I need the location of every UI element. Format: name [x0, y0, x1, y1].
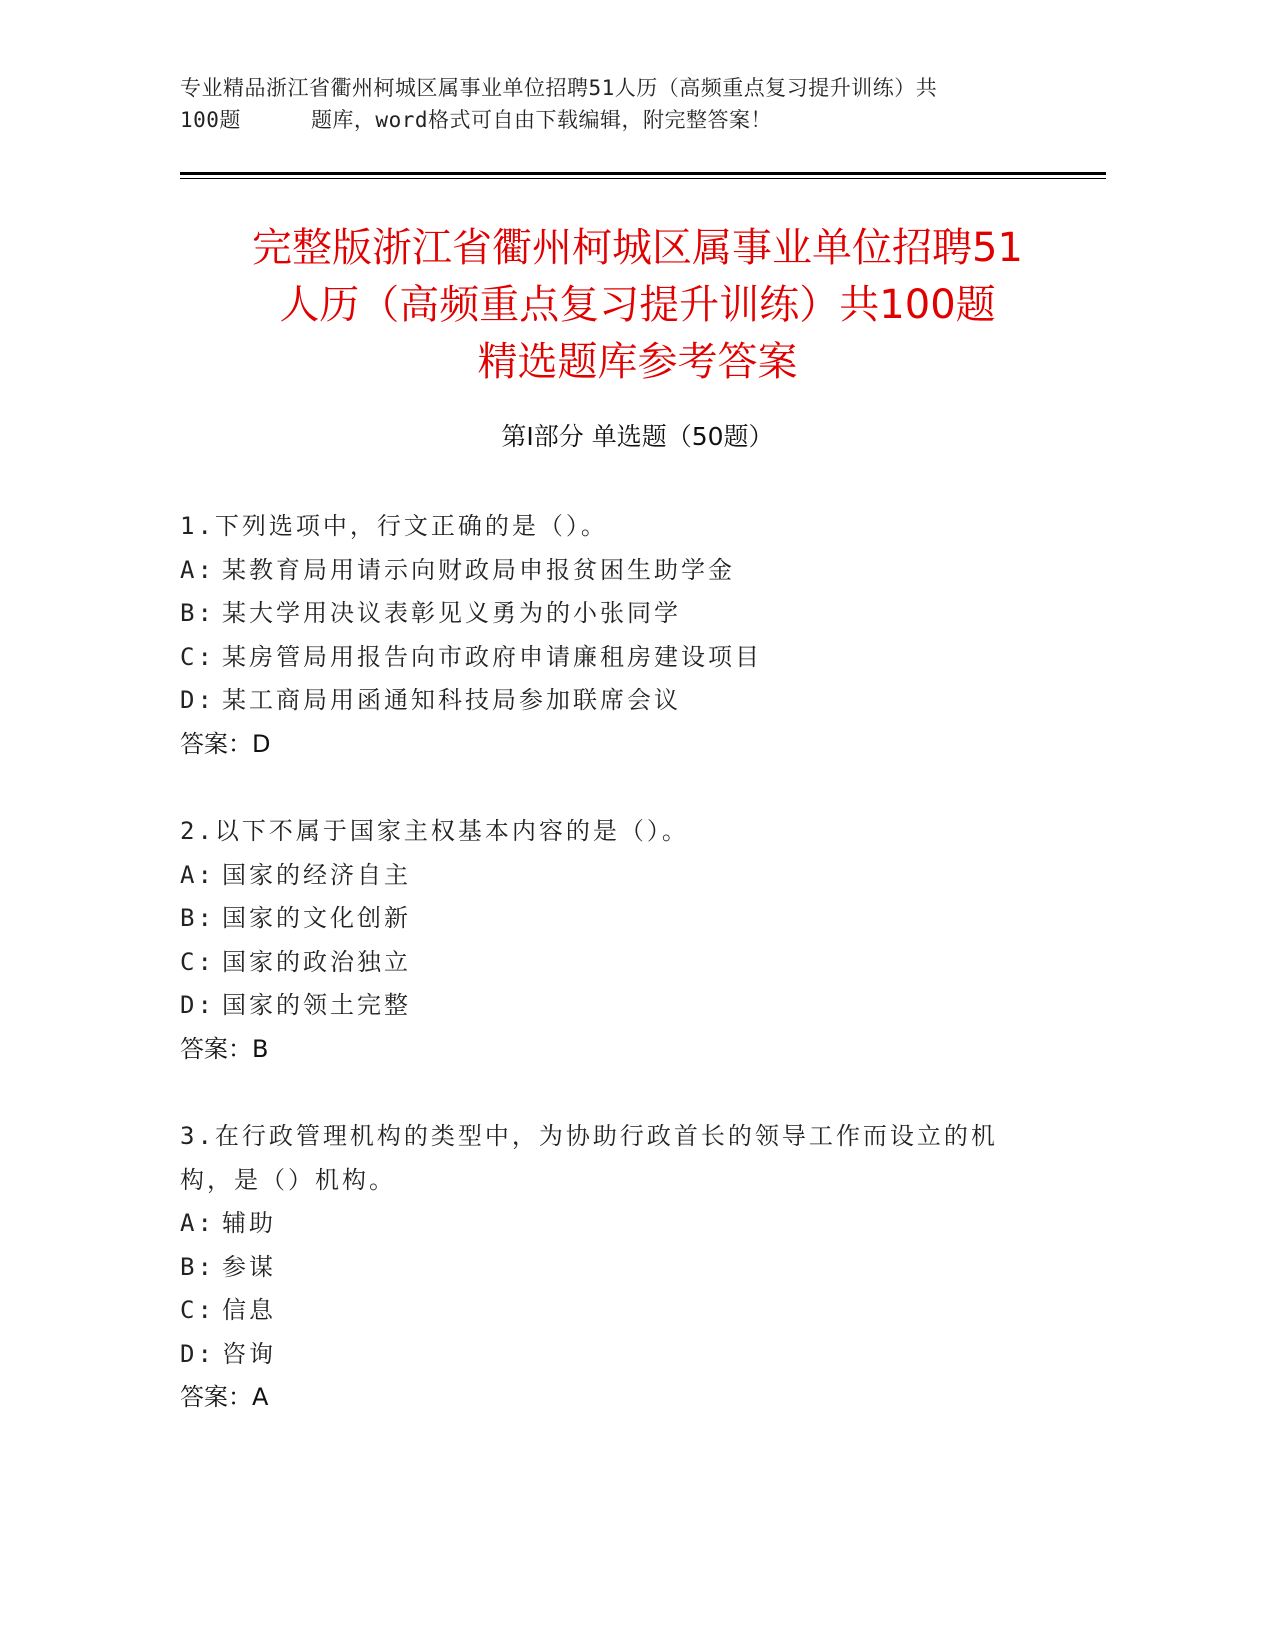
option-letter: A: [180, 1209, 215, 1237]
document-title-line1: 完整版浙江省衢州柯城区属事业单位招聘51 [252, 225, 1023, 271]
option-b [180, 592, 1060, 636]
question-answer: 答案：D [180, 729, 271, 758]
question-3 [180, 1115, 1060, 1420]
option-b [180, 1246, 1060, 1290]
question-stem-line2: 构，是（）机构。 [180, 1165, 396, 1194]
header-note-line2 [180, 104, 1060, 136]
option-letter: D: [180, 686, 215, 714]
option-text: 咨询 [222, 1339, 276, 1368]
option-c [180, 636, 1060, 680]
option-letter: C: [180, 1296, 215, 1324]
option-text: 国家的领土完整 [222, 991, 411, 1019]
option-letter: B: [180, 904, 215, 932]
header-rule-thick [180, 172, 1106, 175]
option-c [180, 941, 1060, 985]
header-rule-thin [180, 178, 1106, 179]
option-text: 某大学用决议表彰见义勇为的小张同学 [222, 599, 681, 627]
header-note-line1: 专业精品浙江省衢州柯城区属事业单位招聘51人历（高频重点复习提升训练）共 [180, 76, 938, 100]
header-note-desc: 题库，word格式可自由下载编辑，附完整答案！ [310, 108, 773, 132]
question-answer: 答案：A [180, 1383, 269, 1411]
header-note [180, 72, 1060, 136]
question-2 [180, 810, 1060, 1071]
option-text: 国家的政治独立 [222, 947, 411, 976]
option-text: 参谋 [222, 1252, 276, 1281]
option-text: 辅助 [222, 1209, 276, 1237]
option-text: 某教育局用请示向财政局申报贫困生助学金 [222, 555, 735, 584]
header-note-count: 100题 [180, 108, 241, 132]
option-a [180, 854, 1060, 898]
question-stem-line1: 3.在行政管理机构的类型中，为协助行政首长的领导工作而设立的机 [180, 1122, 998, 1150]
option-a [180, 549, 1060, 593]
document-title-line2: 人历（高频重点复习提升训练）共100题 [279, 282, 996, 328]
question-stem: 2.以下不属于国家主权基本内容的是（）。 [180, 817, 689, 845]
option-letter: A: [180, 555, 215, 584]
option-letter: B: [180, 599, 215, 627]
option-b [180, 897, 1060, 941]
option-text: 国家的经济自主 [222, 860, 411, 889]
option-letter: B: [180, 1252, 215, 1281]
document-title-line3: 精选题库参考答案 [477, 339, 798, 385]
question-stem: 1.下列选项中，行文正确的是（）。 [180, 512, 608, 540]
section-title: 第Ⅰ部分 单选题（50题） [501, 422, 774, 451]
option-letter: D: [180, 1339, 215, 1368]
option-letter: C: [180, 947, 215, 976]
option-text: 某工商局用函通知科技局参加联席会议 [222, 686, 681, 714]
question-1 [180, 505, 1060, 766]
question-list [180, 505, 1060, 1464]
option-text: 信息 [222, 1296, 276, 1324]
document-title [150, 220, 1125, 391]
option-letter: A: [180, 860, 215, 889]
option-c [180, 1289, 1060, 1333]
option-d [180, 679, 1060, 723]
option-d [180, 984, 1060, 1028]
question-answer: 答案：B [180, 1034, 269, 1063]
option-a [180, 1202, 1060, 1246]
option-text: 某房管局用报告向市政府申请廉租房建设项目 [222, 642, 762, 671]
option-letter: D: [180, 991, 215, 1019]
option-text: 国家的文化创新 [222, 904, 411, 932]
option-letter: C: [180, 642, 215, 671]
option-d [180, 1333, 1060, 1377]
